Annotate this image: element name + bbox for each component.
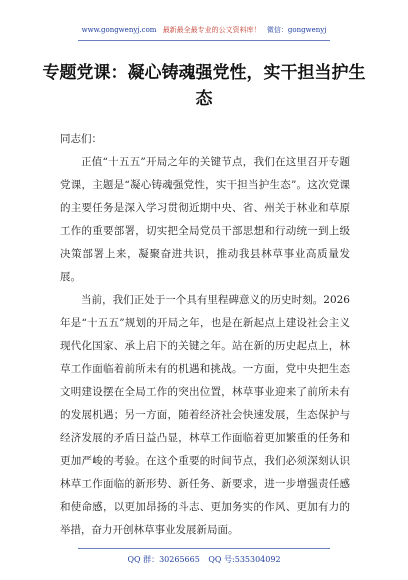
- document-title: 专题党课：凝心铸魂强党性，实干担当护生态: [42, 63, 366, 109]
- paragraph: 正值“十五五”开局之年的关键节点，我们在这里召开专题党课，主题是“凝心铸魂强党性，实干担当护生态”。这次党课的主要任务是深入学习贯彻近期中央、省、州关于林业和草原工作的重要部署，切实把全局党员干部思想和行动统一到上级决策部署上来，凝聚奋进共识，推动我县林草事业高质量发展。: [60, 156, 350, 283]
- paragraph: 当前，我们正处于一个具有里程碑意义的历史时刻。2026年是“十五五”规划的开局之年，也是在新起点上建设社会主义现代化国家、承上启下的关键之年。站在新的历史起点上，林草工作面临着前所未有的机遇和挑战。一方面，党中央把生态文明建设摆在全局工作的突出位置，林草事业迎来了前所未有的发展机遇；另一方面，随着经济社会快速发展，生态保护与经济发展的矛盾日益凸显，林草工作面临着更加繁重的任务和更加严峻的考验。在这个重要的时间节点，我们必须深刻认识林草工作面临的新形势、新任务、新要求，进一步增强责任感和使命感，以更加昂扬的斗志、更加务实的作风、更加有力的举措，奋力开创林草事业发展新局面。: [60, 294, 350, 536]
- footer-qq-number: QQ 号:535304092: [208, 555, 281, 564]
- header-wechat: 微信：gongwenyj: [266, 26, 327, 34]
- header-slogan: 最新最全最专业的公文资料库！: [162, 26, 261, 34]
- document-body: [60, 128, 350, 542]
- footer-divider: [78, 548, 330, 549]
- footer-qq-group: QQ 群：30265665: [127, 555, 200, 564]
- header-website[interactable]: www.gongwenyj.com: [81, 26, 157, 34]
- header-divider: [78, 40, 330, 41]
- page-header: [0, 22, 408, 38]
- greeting: 同志们：: [60, 133, 102, 145]
- page-footer: [0, 551, 408, 569]
